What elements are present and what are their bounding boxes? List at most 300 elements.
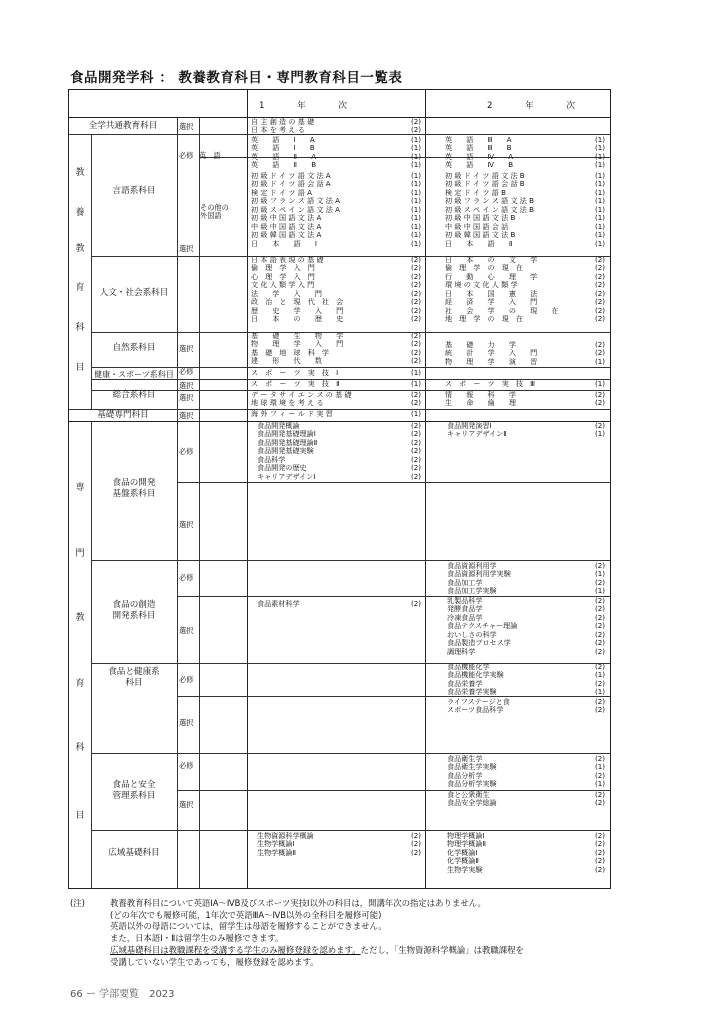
- course-credits: (1): [410, 179, 421, 189]
- common-y1-list: [251, 118, 421, 135]
- course-credits: (2): [410, 255, 421, 264]
- sogo-y1-list: [251, 391, 421, 408]
- course-name: 食品機能化学実験: [447, 670, 504, 680]
- kyoyo-vert-6: 目: [75, 363, 85, 373]
- course-credits: (1): [410, 238, 421, 248]
- jinbun-label: 人文・社会系科目: [99, 288, 169, 298]
- course-credits: (2): [410, 437, 421, 447]
- course-name: 物理学概論Ⅰ: [447, 831, 485, 840]
- course-name: 統 計 学 入 門: [445, 348, 538, 358]
- course-entry: [447, 780, 605, 788]
- course-entry: [447, 866, 605, 874]
- course-name: 検 定 ド イ ツ 語 A: [251, 187, 312, 197]
- course-name: 食品開発概論: [257, 421, 300, 430]
- kaihatsu-hisshu-y1-list: [257, 422, 421, 481]
- course-name: 英 語 Ⅲ B: [445, 143, 512, 153]
- course-credits: (1): [594, 151, 605, 161]
- course-name: 初 級 ス ペ イ ン 語 文 法 A: [251, 204, 340, 214]
- hisshu-tag: 必修: [179, 151, 194, 160]
- sentaku-tag: 選択: [179, 411, 194, 420]
- course-entry: [257, 600, 421, 608]
- course-credits: (2): [410, 347, 421, 357]
- course-credits: (1): [594, 221, 605, 231]
- koiki-y1-list: [257, 832, 421, 857]
- course-credits: (1): [594, 135, 605, 144]
- kyoyo-vert-3: 教: [75, 244, 85, 254]
- course-name: おいしさの科学: [447, 629, 497, 639]
- course-credits: (2): [410, 305, 421, 315]
- kenko-sentaku-y1-list: [251, 380, 421, 388]
- course-credits: (1): [410, 160, 421, 170]
- course-name: 生 命 倫 理: [445, 398, 516, 408]
- hisshu-tag: 必修: [179, 675, 194, 684]
- course-name: 食品資源利用学: [447, 561, 497, 570]
- course-name: スポーツ食品科学: [447, 705, 504, 715]
- course-entry: [251, 126, 421, 134]
- kenko-sentaku-y2-list: [445, 380, 605, 388]
- course-credits: (1): [594, 762, 605, 772]
- course-credits: (1): [594, 569, 605, 579]
- course-name: 情 報 科 学: [445, 390, 516, 399]
- note-line-2: (どの年次でも履修可能，1年次で英語ⅢA～ⅣB以外の全科目を履修可能): [110, 909, 382, 920]
- kenko-hisshu-y1-list: [251, 369, 421, 377]
- course-name: 初 級 ド イ ツ 語 文 法 B: [445, 171, 525, 180]
- sentaku-tag: 選択: [179, 381, 194, 390]
- course-credits: (2): [410, 398, 421, 408]
- course-credits: (2): [410, 314, 421, 324]
- course-credits: (2): [410, 463, 421, 473]
- course-credits: (1): [410, 187, 421, 197]
- course-credits: (2): [594, 263, 605, 273]
- course-credits: (1): [410, 204, 421, 214]
- course-name: 乳製品科学: [447, 596, 483, 605]
- course-entry: [257, 473, 421, 481]
- course-credits: (2): [594, 604, 605, 614]
- course-credits: (2): [594, 856, 605, 866]
- course-name: 中 級 中 国 語 文 法 A: [251, 221, 322, 231]
- course-name: ライフステージと食: [447, 697, 510, 706]
- hisshu-tag: 必修: [179, 447, 194, 456]
- course-credits: (2): [594, 596, 605, 605]
- course-name: ス ポ ー ツ 実 技 Ⅱ: [251, 379, 340, 388]
- course-name: 食品分析学: [447, 770, 483, 780]
- course-name: 基 礎 生 物 学: [251, 331, 344, 340]
- course-credits: (2): [410, 421, 421, 430]
- course-name: 食品開発基礎理論Ⅰ: [257, 429, 316, 439]
- course-name: 食品栄養学: [447, 678, 483, 688]
- course-entry: [251, 369, 421, 377]
- course-name: 食品科学: [257, 454, 286, 464]
- course-name: 英 語 Ⅱ A: [251, 151, 317, 161]
- course-credits: (2): [410, 288, 421, 298]
- course-credits: (2): [410, 117, 421, 126]
- course-credits: (2): [594, 280, 605, 290]
- course-name: 初 級 ド イ ツ 語 会 話 A: [251, 179, 331, 189]
- notes-mark: (注): [70, 898, 85, 908]
- course-credits: (1): [410, 368, 421, 377]
- course-name: 日 本 の 文 学: [445, 255, 538, 264]
- course-name: 生物資源科学概論: [257, 831, 314, 840]
- gaikoku-y2-list: [445, 172, 605, 248]
- kenko-label: 健康・スポーツ系科目: [94, 370, 174, 379]
- course-name: 倫 理 学 の 現 在: [445, 263, 524, 273]
- note-line-5b: ただし，「生物資源科学概論」は教職課程を: [360, 944, 524, 955]
- course-credits: (2): [410, 429, 421, 439]
- course-name: 食品分析学実験: [447, 779, 497, 789]
- kyoyo-vert-1: 教: [75, 168, 85, 178]
- course-credits: (1): [594, 179, 605, 189]
- course-entry: [447, 430, 605, 438]
- course-name: 冷凍食品学: [447, 612, 483, 622]
- course-name: 食品素材科学: [257, 599, 300, 608]
- sogo-y2-list: [445, 391, 605, 408]
- course-entry: [445, 240, 605, 248]
- course-credits: (2): [410, 390, 421, 399]
- course-credits: (2): [410, 297, 421, 307]
- course-credits: (1): [594, 670, 605, 680]
- course-entry: [445, 161, 605, 169]
- course-name: 日 本 を 考 え る: [251, 125, 305, 135]
- course-entry: [445, 380, 605, 388]
- sentaku-tag: 選択: [179, 122, 194, 131]
- course-name: 英 語 Ⅲ A: [445, 135, 512, 144]
- course-name: 英 語 Ⅰ B: [251, 143, 315, 153]
- course-name: 食品安全学総論: [447, 798, 497, 808]
- course-name: 環 境 の 文 化 人 類 学: [445, 280, 518, 290]
- course-name: 食品衛生学: [447, 754, 483, 763]
- course-name: 初 級 フ ラ ン ス 語 文 法 A: [251, 196, 340, 206]
- course-name: 食品開発基礎理論Ⅱ: [257, 437, 318, 447]
- sentaku-tag: 選択: [179, 800, 194, 809]
- course-credits: (1): [594, 230, 605, 240]
- course-name: 食品機能化学: [447, 662, 490, 671]
- course-credits: (2): [410, 446, 421, 456]
- course-name: 食品加工学実験: [447, 586, 497, 596]
- jinbun-y1-list: [251, 256, 421, 324]
- course-credits: (1): [410, 171, 421, 180]
- course-name: 地 球 環 境 を 考 え る: [251, 398, 324, 408]
- course-name: 調理科学: [447, 646, 476, 656]
- course-name: 日 本 の 歴 史: [251, 314, 344, 324]
- sentaku-tag: 選択: [179, 244, 194, 253]
- course-name: 自 主 創 造 の 基 礎: [251, 117, 315, 126]
- sonota-label: その他の 外国語: [200, 203, 229, 221]
- gogaku-label: 言語系科目: [112, 186, 156, 196]
- note-line-1: 教養教育科目について英語ⅠA～ⅣB及びスポーツ実技Ⅰ以外の科目は，開講年次の指定はありません。: [110, 898, 486, 908]
- course-credits: (1): [594, 687, 605, 697]
- notes: [70, 898, 524, 968]
- course-name: 検 定 ド イ ツ 語 B: [445, 187, 506, 197]
- course-credits: (2): [594, 705, 605, 715]
- page-footer: 66 ー 学部要覧 2023: [70, 989, 175, 1000]
- course-name: 食品開発基礎実験: [257, 446, 314, 456]
- course-credits: (1): [594, 213, 605, 223]
- anzen-sentaku-y2-list: [447, 791, 605, 808]
- course-entry: [445, 399, 605, 407]
- course-name: キャリアデザインⅠ: [257, 471, 316, 481]
- eigo-y1-list: [251, 136, 421, 170]
- hisshu-tag: 必修: [179, 761, 194, 770]
- course-name: 基 礎 地 球 科 学: [251, 347, 330, 357]
- course-name: ス ポ ー ツ 実 技 Ⅲ: [445, 379, 536, 388]
- senmon-vert-2: 門: [75, 549, 85, 559]
- course-entry: [251, 410, 421, 418]
- course-credits: (2): [410, 356, 421, 366]
- course-credits: (1): [410, 230, 421, 240]
- course-credits: (2): [594, 297, 605, 307]
- course-credits: (2): [594, 770, 605, 780]
- course-name: 生物学実験: [447, 864, 483, 874]
- course-credits: (2): [594, 754, 605, 763]
- course-credits: (2): [410, 839, 421, 849]
- course-entry: [447, 688, 605, 696]
- course-name: 食品加工学: [447, 577, 483, 587]
- course-credits: (2): [594, 646, 605, 656]
- kiso-y1-list: [251, 410, 421, 418]
- course-name: 地 理 学 の 現 在: [445, 314, 524, 324]
- course-name: 物 理 学 入 門: [251, 339, 344, 349]
- course-entry: [251, 315, 421, 323]
- course-credits: (1): [594, 187, 605, 197]
- course-credits: (1): [410, 196, 421, 206]
- course-name: 食品資源利用学実験: [447, 569, 511, 579]
- course-entry: [251, 399, 421, 407]
- kenkosci-hisshu-y2-list: [447, 663, 605, 697]
- course-entry: [445, 315, 605, 323]
- course-name: 英 語 Ⅳ B: [445, 160, 514, 170]
- kyoyo-vert-5: 科: [75, 323, 85, 333]
- course-name: 物理学概論Ⅱ: [447, 839, 486, 849]
- kyoyo-vert-2: 養: [75, 208, 85, 218]
- common-label: 全学共通教育科目: [88, 121, 158, 131]
- course-name: 建 形 代 数: [251, 356, 322, 366]
- course-credits: (2): [594, 288, 605, 298]
- course-entry: [445, 358, 605, 366]
- course-credits: (2): [594, 697, 605, 706]
- koiki-y2-list: [447, 832, 605, 874]
- course-credits: (2): [410, 271, 421, 281]
- course-name: 食品衛生学実験: [447, 762, 497, 772]
- course-credits: (2): [594, 612, 605, 622]
- course-credits: (1): [410, 151, 421, 161]
- hisshu-tag: 必修: [179, 573, 194, 582]
- course-name: 英 語 Ⅰ A: [251, 135, 315, 144]
- course-credits: (1): [594, 171, 605, 180]
- course-credits: (2): [594, 390, 605, 399]
- course-name: 化学概論Ⅱ: [447, 856, 479, 866]
- course-name: 初 級 中 国 語 文 法 A: [251, 213, 322, 223]
- course-name: 日 本 語 Ⅱ: [445, 238, 513, 248]
- course-credits: (2): [594, 790, 605, 799]
- course-credits: (1): [594, 160, 605, 170]
- anzen-label: 食品と安全 管理系科目: [112, 780, 156, 801]
- course-name: 基 礎 力 学: [445, 340, 516, 349]
- course-name: 英 語 Ⅱ B: [251, 160, 317, 170]
- course-credits: (1): [410, 379, 421, 388]
- course-name: 社 会 学 の 現 在: [445, 305, 559, 315]
- course-credits: (2): [594, 831, 605, 840]
- course-name: 初 級 ド イ ツ 語 文 法 A: [251, 171, 331, 180]
- course-credits: (1): [594, 238, 605, 248]
- note-line-4: また，日本語Ⅰ・Ⅱは留学生のみ履修できます。: [110, 933, 284, 944]
- course-entry: [447, 799, 605, 807]
- course-name: 食品栄養学実験: [447, 687, 497, 697]
- course-name: 食品製造プロセス学: [447, 638, 511, 648]
- course-credits: (2): [594, 271, 605, 281]
- course-name: 日 本 国 憲 法: [445, 288, 538, 298]
- course-entry: [447, 648, 605, 656]
- course-name: 法 学 入 門: [251, 288, 322, 298]
- course-credits: (2): [410, 263, 421, 273]
- course-credits: (1): [410, 143, 421, 153]
- sozo-label: 食品の創造 開発系科目: [112, 600, 156, 621]
- year1-header: 1 年 次: [259, 101, 360, 111]
- course-credits: (2): [594, 847, 605, 857]
- sentaku-tag: 選択: [179, 393, 194, 402]
- course-entry: [447, 706, 605, 714]
- course-credits: (1): [594, 779, 605, 789]
- course-credits: (2): [594, 421, 605, 430]
- gaikoku-y1-list: [251, 172, 421, 248]
- course-credits: (2): [594, 255, 605, 264]
- jinbun-y2-list: [445, 256, 605, 324]
- course-credits: (2): [594, 798, 605, 808]
- shizen-y1-list: [251, 332, 421, 366]
- anzen-hisshu-y2-list: [447, 755, 605, 789]
- sentaku-tag: 選択: [179, 344, 194, 353]
- course-credits: (2): [594, 662, 605, 671]
- course-name: 物 理 学 演 習: [445, 356, 538, 366]
- course-name: 中 級 中 国 語 会 話: [445, 221, 509, 231]
- shizen-label: 自然系科目: [112, 343, 156, 353]
- eigo-label: 英 語: [199, 151, 221, 160]
- course-name: 食品開発演習Ⅰ: [447, 421, 492, 430]
- course-name: キャリアデザインⅡ: [447, 429, 507, 439]
- course-name: 初 級 韓 国 語 文 法 B: [445, 230, 516, 240]
- course-name: 政 治 と 現 代 社 会: [251, 297, 344, 307]
- course-credits: (2): [594, 629, 605, 639]
- course-name: 倫 理 学 入 門: [251, 263, 315, 273]
- sentaku-tag: 選択: [179, 520, 194, 529]
- note-line-3: 英語以外の母語については，留学生は母語を履修することができません。: [110, 921, 387, 932]
- course-name: 行 動 心 理 学: [445, 271, 538, 281]
- course-credits: (2): [410, 125, 421, 135]
- course-name: 初 級 韓 国 語 文 法 A: [251, 230, 322, 240]
- course-credits: (2): [410, 280, 421, 290]
- course-name: 海 外 フ ィ ー ル ド 実 習: [251, 409, 333, 418]
- course-entry: [251, 240, 421, 248]
- course-name: 生物学概論Ⅰ: [257, 839, 295, 849]
- course-credits: (2): [410, 339, 421, 349]
- course-credits: (2): [594, 398, 605, 408]
- course-credits: (1): [594, 379, 605, 388]
- sentaku-tag: 選択: [179, 626, 194, 635]
- sentaku-tag: 選択: [179, 718, 194, 727]
- course-credits: (2): [594, 678, 605, 688]
- kenkosci-sentaku-y2-list: [447, 698, 605, 715]
- note-line-6: 受講していない学生であっても，履修登録を認めます。: [110, 956, 319, 967]
- course-credits: (1): [594, 429, 605, 439]
- course-credits: (1): [594, 204, 605, 214]
- year2-header: 2 年 次: [487, 101, 588, 111]
- course-credits: (2): [410, 471, 421, 481]
- koiki-label: 広域基礎科目: [108, 848, 160, 858]
- course-name: 食品テクスチャー理論: [447, 621, 518, 631]
- course-credits: (2): [594, 864, 605, 874]
- course-credits: (2): [594, 839, 605, 849]
- course-credits: (1): [410, 135, 421, 144]
- course-credits: (2): [410, 831, 421, 840]
- sozo-sentaku-y1-list: [257, 600, 421, 608]
- senmon-vert-3: 教: [75, 613, 85, 623]
- course-credits: (2): [594, 577, 605, 587]
- course-credits: (2): [594, 621, 605, 631]
- course-name: 生物学概論Ⅱ: [257, 847, 296, 857]
- course-name: 初 級 ド イ ツ 語 会 話 B: [445, 179, 525, 189]
- course-name: 初 級 ス ペ イ ン 語 文 法 B: [445, 204, 535, 214]
- course-name: 食品開発の歴史: [257, 463, 307, 473]
- course-entry: [447, 587, 605, 595]
- eigo-y2-list: [445, 136, 605, 170]
- kaihatsu-hisshu-y2-list: [447, 422, 605, 439]
- senmon-vert-4: 育: [75, 679, 85, 689]
- kyoyo-vert-4: 育: [75, 283, 85, 293]
- course-name: ス ポ ー ツ 実 技 Ⅰ: [251, 368, 339, 377]
- course-credits: (2): [410, 331, 421, 340]
- course-credits: (2): [410, 599, 421, 608]
- shizen-y2-list: [445, 341, 605, 366]
- course-credits: (2): [594, 638, 605, 648]
- course-name: 心 理 学 入 門: [251, 271, 315, 281]
- course-name: 食と公衆衛生: [447, 790, 490, 799]
- course-credits: (1): [410, 409, 421, 418]
- course-entry: [251, 380, 421, 388]
- kaihatsu-label: 食品の開発 基盤系科目: [112, 478, 156, 499]
- course-credits: (2): [594, 305, 605, 315]
- course-entry: [251, 357, 421, 365]
- course-credits: (1): [594, 356, 605, 366]
- course-credits: (1): [594, 586, 605, 596]
- senmon-vert-1: 専: [75, 483, 85, 493]
- course-entry: [251, 161, 421, 169]
- course-credits: (1): [410, 221, 421, 231]
- page-title: 食品開発学科 ： 教養教育科目・専門教育科目一覧表: [70, 70, 403, 86]
- kiso-label: 基礎専門科目: [97, 410, 149, 420]
- course-credits: (2): [594, 348, 605, 358]
- course-name: 日 本 語 表 現 の 基 礎: [251, 255, 324, 264]
- course-name: 初 級 中 国 語 文 法 B: [445, 213, 516, 223]
- course-name: 文 化 人 類 学 入 門: [251, 280, 315, 290]
- hisshu-tag: 必修: [179, 367, 194, 376]
- course-credits: (1): [594, 143, 605, 153]
- course-name: 化学概論Ⅰ: [447, 847, 478, 857]
- course-credits: (2): [594, 340, 605, 349]
- course-credits: (2): [410, 847, 421, 857]
- course-name: デ ー タ サ イ エ ン ス の 基 礎: [251, 390, 352, 399]
- senmon-vert-5: 科: [75, 743, 85, 753]
- course-name: 歴 史 学 入 門: [251, 305, 344, 315]
- course-credits: (2): [410, 454, 421, 464]
- course-credits: (2): [594, 561, 605, 570]
- note-line-5a: 広域基礎科目は教職課程を受講する学生のみ履修登録を認めます。: [110, 944, 361, 955]
- sozo-hisshu-y2-list: [447, 562, 605, 596]
- kenko-sci-label: 食品と健康系 科目: [108, 667, 160, 688]
- course-name: 英 語 Ⅳ A: [445, 151, 514, 161]
- sogo-label: 総合系科目: [112, 390, 156, 400]
- curriculum-table: [68, 89, 611, 889]
- course-name: 日 本 語 Ⅰ: [251, 238, 317, 248]
- course-credits: (1): [594, 196, 605, 206]
